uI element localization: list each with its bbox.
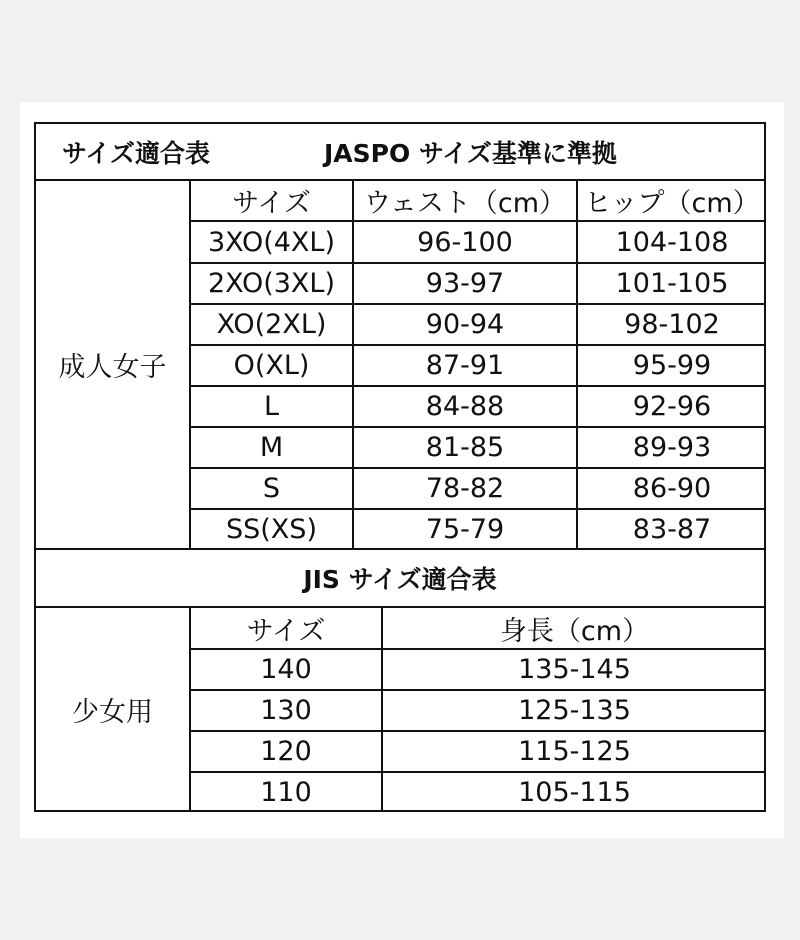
table-cell: O(XL): [233, 350, 310, 381]
jaspo-standard-title: JASPO サイズ基準に準拠: [324, 139, 617, 168]
table-cell: 90-94: [425, 309, 505, 340]
table-cell: 75-79: [425, 513, 505, 545]
table-cell: M: [259, 432, 284, 463]
girls-category: 少女用: [72, 696, 153, 728]
table-cell: 2XO(3XL): [208, 268, 335, 299]
table-cell: 104-108: [615, 226, 729, 258]
table-cell: 81-85: [425, 432, 505, 463]
column-header-size: サイズ: [246, 615, 326, 647]
table-cell: 110: [260, 776, 312, 808]
table-cell: 93-97: [425, 268, 505, 299]
table-cell: 135-145: [518, 654, 631, 685]
table-cell: 3XO(4XL): [208, 226, 335, 258]
table-cell: SS(XS): [226, 513, 317, 545]
jis-chart-title: JIS サイズ適合表: [303, 565, 497, 594]
table-cell: S: [262, 473, 281, 504]
table-cell: L: [263, 391, 280, 422]
table-cell: 130: [260, 695, 312, 726]
table-cell: 78-82: [425, 473, 505, 504]
table-cell: 98-102: [624, 309, 720, 340]
table-cell: 89-93: [632, 432, 712, 463]
column-header-size: サイズ: [232, 188, 311, 219]
column-header-height: 身長（cm）: [499, 615, 650, 647]
table-cell: 120: [260, 736, 312, 767]
column-header-waist: ウェスト（cm）: [363, 188, 567, 219]
table-cell: 115-125: [518, 736, 631, 767]
table-cell: 87-91: [425, 350, 505, 381]
adult-women-category: 成人女子: [58, 352, 167, 383]
table-cell: 92-96: [632, 391, 712, 422]
table-cell: 84-88: [425, 391, 505, 422]
table-cell: 96-100: [417, 226, 513, 258]
chart-title: サイズ適合表: [62, 139, 211, 168]
table-cell: 105-115: [518, 776, 631, 808]
table-cell: 101-105: [615, 268, 729, 299]
table-cell: 83-87: [632, 513, 712, 545]
table-cell: 125-135: [518, 695, 631, 726]
table-cell: XO(2XL): [216, 309, 327, 340]
table-cell: 95-99: [632, 350, 712, 381]
column-header-hip: ヒップ（cm）: [584, 188, 760, 219]
table-cell: 86-90: [632, 473, 712, 504]
table-cell: 140: [260, 654, 312, 685]
